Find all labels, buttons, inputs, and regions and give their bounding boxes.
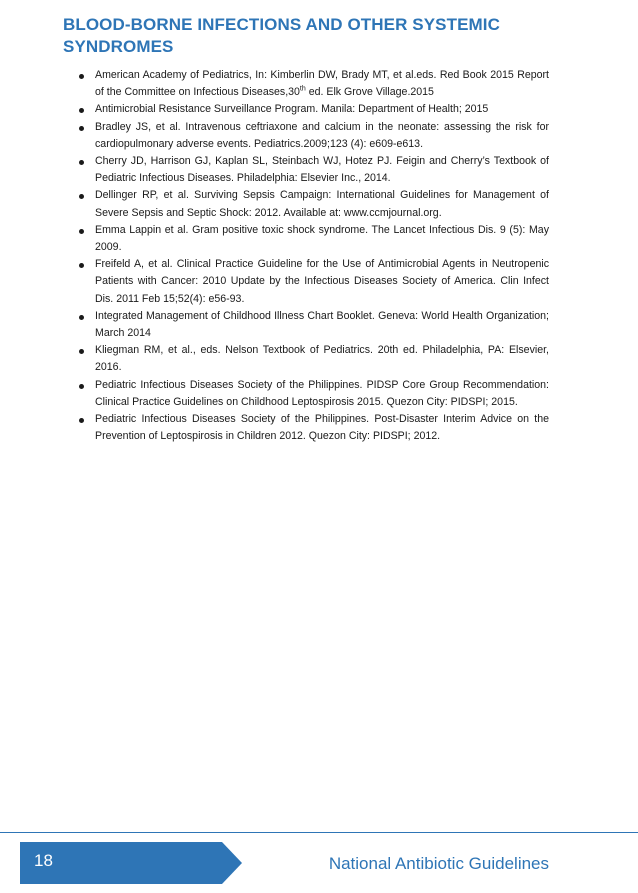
bullet-icon bbox=[79, 315, 84, 320]
bullet-icon bbox=[79, 229, 84, 234]
bullet-icon bbox=[79, 126, 84, 131]
reference-item bbox=[72, 342, 549, 376]
bullet-icon bbox=[79, 74, 84, 79]
bullet-icon bbox=[79, 160, 84, 165]
reference-item bbox=[72, 153, 549, 187]
reference-text: Dellinger RP, et al. Surviving Sepsis Campaign: International Guidelines for Management of Severe Sepsis and Septic Shock: 2012. Available at: www.ccmjournal.org. bbox=[95, 189, 549, 219]
reference-text: Emma Lappin et al. Gram positive toxic shock syndrome. The Lancet Infectious Dis. 9 (5): May 2009. bbox=[95, 223, 549, 254]
reference-item bbox=[72, 377, 549, 411]
reference-item bbox=[72, 187, 549, 221]
reference-item bbox=[72, 411, 549, 445]
reference-item bbox=[72, 67, 549, 101]
reference-text: Integrated Management of Childhood Illness Chart Booklet. Geneva: World Health Organization; March 2014 bbox=[95, 309, 549, 340]
section-heading: BLOOD-BORNE INFECTIONS AND OTHER SYSTEMIC SYNDROMES bbox=[63, 15, 500, 56]
reference-item bbox=[72, 222, 549, 256]
reference-item bbox=[72, 308, 549, 342]
reference-text: Antimicrobial Resistance Surveillance Program. Manila: Department of Health; 2015 bbox=[95, 103, 489, 116]
reference-text: American Academy of Pediatrics, In: Kimberlin DW, Brady MT, et al.eds. Red Book 2015 Report of the Committee on Infectious Diseases,30 bbox=[95, 69, 549, 99]
reference-list bbox=[72, 67, 549, 445]
page-number-tab bbox=[20, 842, 242, 884]
reference-text: Kliegman RM, et al., eds. Nelson Textbook of Pediatrics. 20th ed. Philadelphia, PA: Elsevier, 2016. bbox=[95, 344, 549, 374]
footer-divider bbox=[0, 832, 638, 833]
reference-item bbox=[72, 101, 549, 118]
reference-text: Bradley JS, et al. Intravenous ceftriaxone and calcium in the neonate: assessing the risk for cardiopulmonary adverse events. Pediatrics.2009;123 (4): e609-e613. bbox=[95, 120, 549, 150]
reference-superscript: th bbox=[299, 85, 306, 93]
bullet-icon bbox=[79, 384, 84, 389]
reference-text: Pediatric Infectious Diseases Society of the Philippines. PIDSP Core Group Recommendation: Clinical Practice Guidelines on Childhood Leptospirosis 2015. Quezon City: PIDSPI; 2015. bbox=[95, 378, 549, 408]
reference-text: Freifeld A, et al. Clinical Practice Guideline for the Use of Antimicrobial Agents in Neutropenic Patients with Cancer: 2010 Update by the Infectious Diseases Society of America. Clin Infect Dis. 2011 Feb 15;52(4): e56-93. bbox=[95, 258, 549, 305]
reference-item bbox=[72, 119, 549, 153]
bullet-icon bbox=[79, 194, 84, 199]
footer-title: National Antibiotic Guidelines bbox=[328, 854, 549, 873]
reference-text: Cherry JD, Harrison GJ, Kaplan SL, Steinbach WJ, Hotez PJ. Feigin and Cherry’s Textbook of Pediatric Infectious Diseases. Philadelphia: Elsevier Inc., 2014. bbox=[95, 155, 549, 185]
reference-text: Pediatric Infectious Diseases Society of the Philippines. Post-Disaster Interim Advice on the Prevention of Leptospirosis in Children 2012. Quezon City: PIDSPI; 2012. bbox=[95, 413, 549, 443]
reference-text-tail: ed. Elk Grove Village.2015 bbox=[305, 86, 434, 99]
bullet-icon bbox=[79, 108, 84, 113]
bullet-icon bbox=[79, 349, 84, 354]
reference-item bbox=[72, 256, 549, 308]
page-number-tab-shape bbox=[20, 842, 242, 884]
page-number: 18 bbox=[34, 851, 53, 870]
bullet-icon bbox=[79, 418, 84, 423]
bullet-icon bbox=[79, 263, 84, 268]
